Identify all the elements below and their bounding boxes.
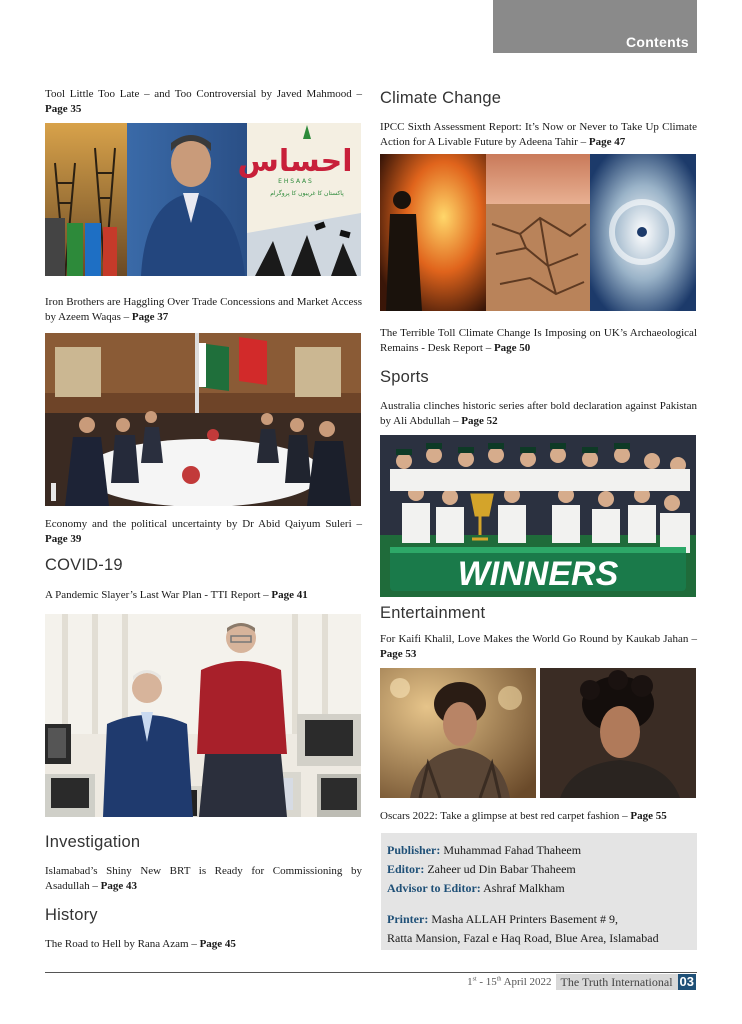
- article-teaser[interactable]: [380, 326, 697, 356]
- article-title: Oscars 2022: Take a glimpse at best red carpet fashion –: [380, 810, 631, 822]
- article-title: Iron Brothers are Haggling Over Trade Concessions and Market Access by Azeem Waqas –: [45, 296, 362, 323]
- article-teaser[interactable]: [45, 864, 362, 894]
- page-ref: Page 45: [199, 938, 236, 950]
- footer-rule: [45, 972, 697, 973]
- vintage-computers-photo: [45, 614, 361, 817]
- page-footer: [467, 974, 696, 990]
- article-title: IPCC Sixth Assessment Report: It’s Now or Never to Take Up Climate Action for A Livable Future by Adeena Tahir –: [380, 121, 697, 148]
- article-teaser[interactable]: [45, 517, 362, 547]
- section-heading-covid: COVID-19: [45, 556, 123, 574]
- page-ref: Page 47: [588, 136, 626, 148]
- editor-label: Editor:: [387, 862, 425, 876]
- advisor-name: Ashraf Malkham: [483, 881, 565, 895]
- article-title: Australia clinches historic series after bold declaration against Pakistan by Ali Abdullah –: [380, 400, 697, 427]
- editor-line: [387, 860, 697, 879]
- article-teaser[interactable]: [380, 120, 697, 150]
- publisher-line: [387, 841, 697, 860]
- bilateral-meeting-photo: [45, 333, 361, 506]
- page-ref: Page 35: [45, 103, 82, 115]
- masthead-credits: [381, 833, 697, 950]
- article-title: A Pandemic Slayer’s Last War Plan - TTI Report –: [45, 589, 272, 601]
- section-heading-history: History: [45, 906, 98, 924]
- climate-collage-photo: [380, 154, 696, 311]
- article-title: The Road to Hell by Rana Azam –: [45, 938, 200, 950]
- advisor-label: Advisor to Editor:: [387, 881, 481, 895]
- ehsaas-logo-sub: E H S A A S: [278, 178, 312, 185]
- energy-press-photo: [45, 123, 361, 276]
- article-teaser[interactable]: [45, 295, 362, 325]
- publisher-name: Muhammad Fahad Thaheem: [443, 843, 582, 857]
- page-ref: Page 43: [100, 880, 137, 892]
- winners-banner-text: WINNERS: [457, 555, 619, 593]
- page-ref: Page 52: [461, 415, 498, 427]
- section-heading-sports: Sports: [380, 368, 429, 386]
- section-heading-investigation: Investigation: [45, 833, 141, 851]
- article-teaser[interactable]: [45, 588, 362, 603]
- article-title: Islamabad’s Shiny New BRT is Ready for Commissioning by Asadullah –: [45, 865, 362, 892]
- article-teaser[interactable]: [45, 87, 362, 117]
- ehsaas-logo-text: احساس: [237, 144, 353, 179]
- cricket-winners-photo: [380, 435, 696, 597]
- page-number: 03: [679, 974, 694, 989]
- advisor-line: [387, 879, 697, 898]
- publication-name: The Truth International: [556, 974, 678, 990]
- page-ref: Page 41: [271, 589, 308, 601]
- article-teaser[interactable]: [45, 937, 362, 952]
- page-ref: Page 55: [630, 810, 667, 822]
- section-heading-entertainment: Entertainment: [380, 604, 486, 622]
- article-title: The Terrible Toll Climate Change Is Imposing on UK’s Archaeological Remains - Desk Report –: [380, 327, 697, 354]
- printer-label: Printer:: [387, 912, 429, 926]
- article-teaser[interactable]: [380, 809, 697, 824]
- kaifi-khalil-photo: [380, 668, 696, 798]
- publisher-label: Publisher:: [387, 843, 441, 857]
- article-title: Economy and the political uncertainty by Dr Abid Qaiyum Suleri –: [45, 518, 362, 530]
- page-ref: Page 39: [45, 533, 82, 545]
- editor-name: Zaheer ud Din Babar Thaheem: [427, 862, 576, 876]
- contents-tab: [493, 0, 697, 53]
- contents-label: Contents: [625, 34, 689, 50]
- printer-address-2: Ratta Mansion, Fazal e Haq Road, Blue Area, Islamabad: [387, 931, 659, 945]
- article-title: Tool Little Too Late – and Too Controversial by Javed Mahmood –: [45, 88, 362, 100]
- printer-address-1: Masha ALLAH Printers Basement # 9,: [431, 912, 618, 926]
- article-teaser[interactable]: [380, 399, 697, 429]
- issue-date: 1st - 15th April 2022: [467, 976, 552, 988]
- printer-line: [387, 910, 697, 929]
- section-heading-climate: Climate Change: [380, 89, 502, 107]
- page-ref: Page 50: [493, 342, 531, 354]
- ehsaas-logo-tagline: پاکستان کا غریبوں کا پروگرام: [270, 190, 344, 197]
- article-teaser[interactable]: [380, 632, 697, 662]
- page-ref: Page 37: [131, 311, 169, 323]
- page-ref: Page 53: [380, 648, 417, 660]
- article-title: For Kaifi Khalil, Love Makes the World Go Round by Kaukab Jahan –: [380, 633, 697, 645]
